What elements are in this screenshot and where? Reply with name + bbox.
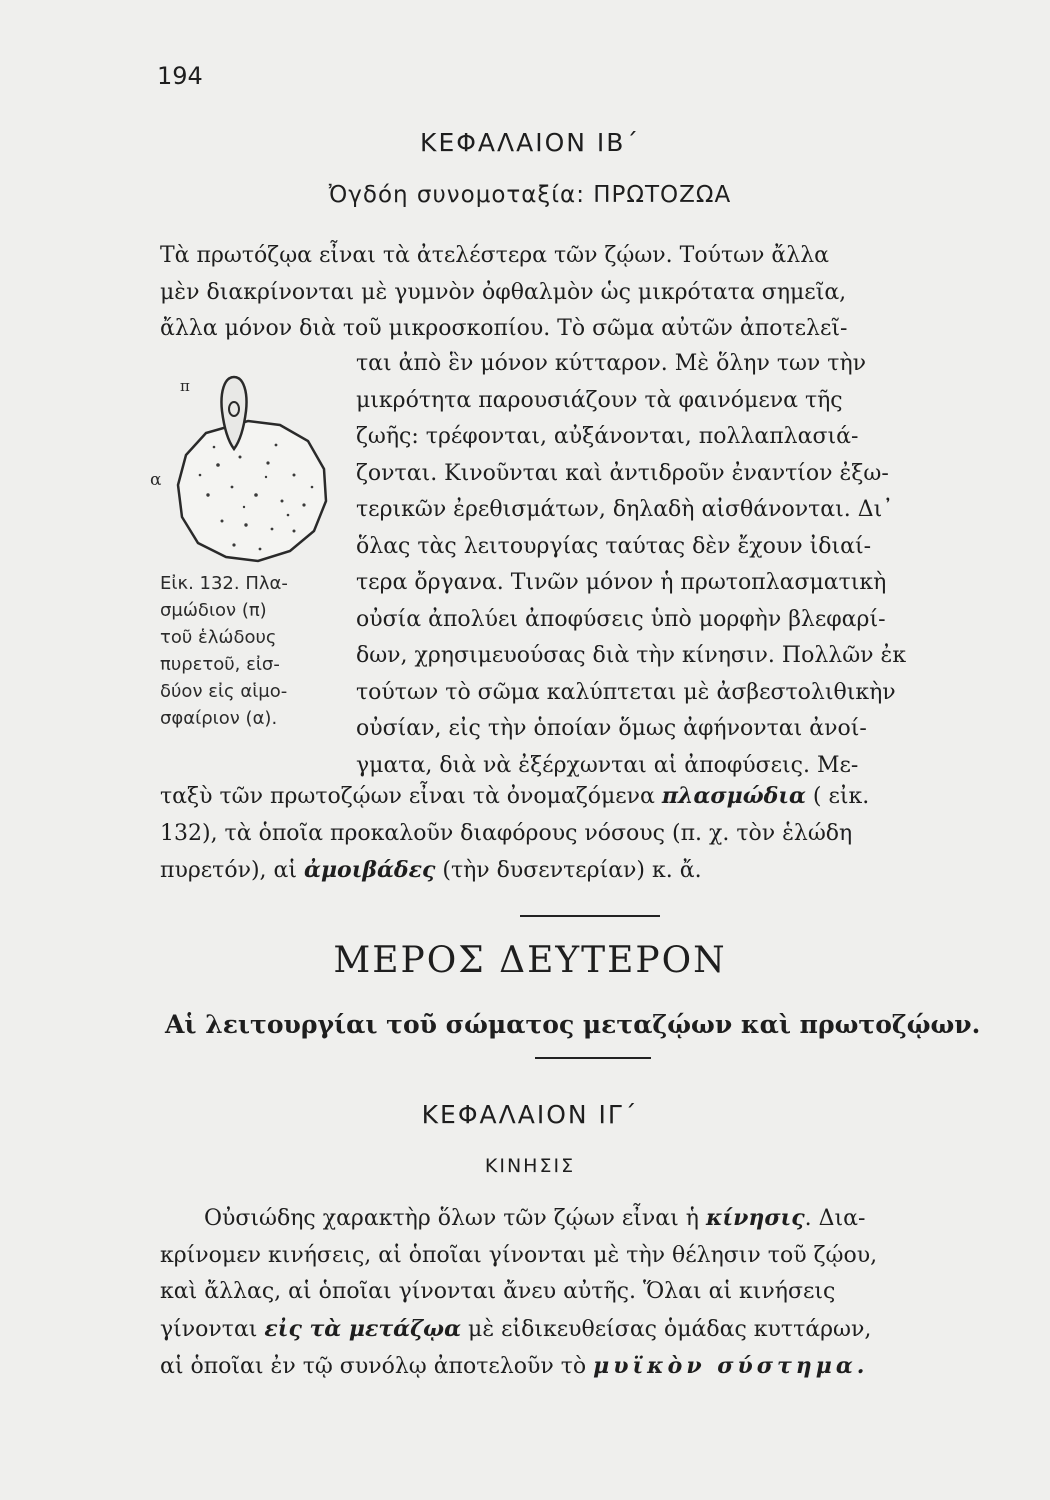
caption-line: Εἰκ. 132. Πλα- <box>160 573 288 594</box>
text-line: ὅλας τὰς λειτουργίας ταύτας δὲν ἔχουν ἰδιαί- <box>356 533 872 559</box>
text-run: μὲ εἰδικευθείσας ὁμάδας κυττάρων, <box>468 1316 872 1342</box>
text-run: . Δια- <box>804 1206 866 1231</box>
text-line: τερα ὄργανα. Τινῶν μόνον ἡ πρωτοπλασματικὴ <box>356 570 887 595</box>
text-line: μὲν διακρίνονται μὲ γυμνὸν ὀφθαλμὸν ὡς μικρότατα σημεῖα, <box>160 279 847 305</box>
text-line: ται ἀπὸ ἓν μόνον κύτταρον. Μὲ ὅλην των τὴν <box>356 351 867 376</box>
emphasis-amoebae: ἀμοιβάδες <box>304 857 436 883</box>
plasmodium-figure <box>148 365 358 575</box>
caption-line: σμώδιον (π) <box>160 600 267 621</box>
text-line: οὐσία ἀπολύει ἀποφύσεις ὑπὸ μορφὴν βλεφαρί- <box>356 606 886 632</box>
text-line: κρίνομεν κινήσεις, αἱ ὁποῖαι γίνονται μὲ τὴν θέλησιν τοῦ ζῴου, <box>160 1242 878 1268</box>
chapter-title-2: ΚΕΦΑΛΑΙΟΝ ΙΓ΄ <box>421 1100 639 1129</box>
text-line: τερικῶν ἐρεθισμάτων, δηλαδὴ αἰσθάνονται. Δι᾽ <box>356 497 894 522</box>
text-line: ζωῆς: τρέφονται, αὐξάνονται, πολλαπλασιά- <box>356 424 859 449</box>
part-subtitle: Αἱ λειτουργίαι τοῦ σώματος μεταζῴων καὶ πρωτοζῴων. <box>165 1010 981 1039</box>
text-line: ζονται. Κινοῦνται καὶ ἀντιδροῦν ἐναντίον ἐξω- <box>356 460 889 486</box>
paragraph-protozoa-intro <box>160 238 1030 348</box>
text-line: μικρότητα παρουσιάζουν τὰ φαινόμενα τῆς <box>356 387 843 413</box>
text-line: οὐσίαν, εἰς τὴν ὁποίαν ὅμως ἀφήνονται ἀνοί- <box>356 716 867 741</box>
part-title: ΜΕΡΟΣ ΔΕΥΤΕΡΟΝ <box>333 940 727 981</box>
figure-caption <box>160 570 360 732</box>
text-run: Οὐσιώδης χαρακτὴρ ὅλων τῶν ζῴων εἶναι ἡ <box>204 1206 699 1231</box>
page-number: 194 <box>157 62 203 90</box>
chapter-subtitle: Ὀγδόη συνομοταξία: ΠΡΩΤΟΖΩΑ <box>328 182 732 208</box>
emphasis-movement: κίνησις <box>705 1205 805 1231</box>
text-run: αἱ ὁποῖαι ἐν τῷ συνόλῳ ἀποτελοῦν τὸ <box>160 1354 587 1379</box>
text-line <box>160 1348 1030 1386</box>
text-line: γματα, διὰ νὰ ἐξέρχωνται αἱ ἀποφύσεις. Με- <box>356 752 859 778</box>
figure-label-pi: π <box>180 377 190 395</box>
text-line <box>160 1311 1030 1349</box>
section-divider <box>520 915 660 917</box>
text-line: τούτων τὸ σῶμα καλύπτεται μὲ ἀσβεστολιθικὴν <box>356 679 896 705</box>
section-divider <box>535 1057 651 1059</box>
section-title: ΚΙΝΗΣΙΣ <box>484 1155 576 1177</box>
text-line <box>160 1200 1030 1238</box>
paragraph-movement <box>160 1200 1030 1386</box>
text-line <box>160 852 1030 890</box>
text-run: ( εἰκ. <box>812 784 870 809</box>
text-run: (τὴν δυσεντερίαν) κ. ἄ. <box>442 858 702 883</box>
emphasis-metazoa: εἰς τὰ μετάζῳα <box>264 1315 462 1342</box>
blood-cell-outline <box>178 421 326 561</box>
text-line <box>160 778 1030 816</box>
emphasis-muscular-system: μυϊκὸν σύστημα. <box>593 1353 869 1379</box>
caption-line: τοῦ ἑλώδους <box>160 627 277 648</box>
text-line: 132), τὰ ὁποῖα προκαλοῦν διαφόρους νόσους (π. χ. τὸν ἑλώδη <box>160 820 853 846</box>
figure-label-alpha: α <box>150 470 162 490</box>
emphasis-plasmodia: πλασμώδια <box>661 783 806 809</box>
caption-line: σφαίριον (α). <box>160 708 278 729</box>
text-run: πυρετόν), αἱ <box>160 858 298 883</box>
text-run: γίνονται <box>160 1316 258 1342</box>
text-line: καὶ ἄλλας, αἱ ὁποῖαι γίνονται ἄνευ αὐτῆς. Ὅλαι αἱ κινήσεις <box>160 1279 836 1304</box>
chapter-title: ΚΕΦΑΛΑΙΟΝ ΙΒ΄ <box>420 128 640 157</box>
paragraph-protozoa-end <box>160 778 1030 890</box>
text-line: ἄλλα μόνον διὰ τοῦ μικροσκοπίου. Τὸ σῶμα αὐτῶν ἀποτελεῖ- <box>160 316 848 341</box>
text-line: Τὰ πρωτόζῳα εἶναι τὰ ἀτελέστερα τῶν ζῴων. Τούτων ἄλλα <box>160 243 830 268</box>
text-run: ταξὺ τῶν πρωτοζῴων εἶναι τὰ ὀνομαζόμενα <box>160 784 655 809</box>
text-line: δων, χρησιμευούσας διὰ τὴν κίνησιν. Πολλῶν ἐκ <box>356 643 907 668</box>
caption-line: πυρετοῦ, εἰσ- <box>160 654 280 675</box>
caption-line: δύον εἰς αἱμο- <box>160 681 288 702</box>
paragraph-protozoa-wrapped <box>356 346 1028 784</box>
